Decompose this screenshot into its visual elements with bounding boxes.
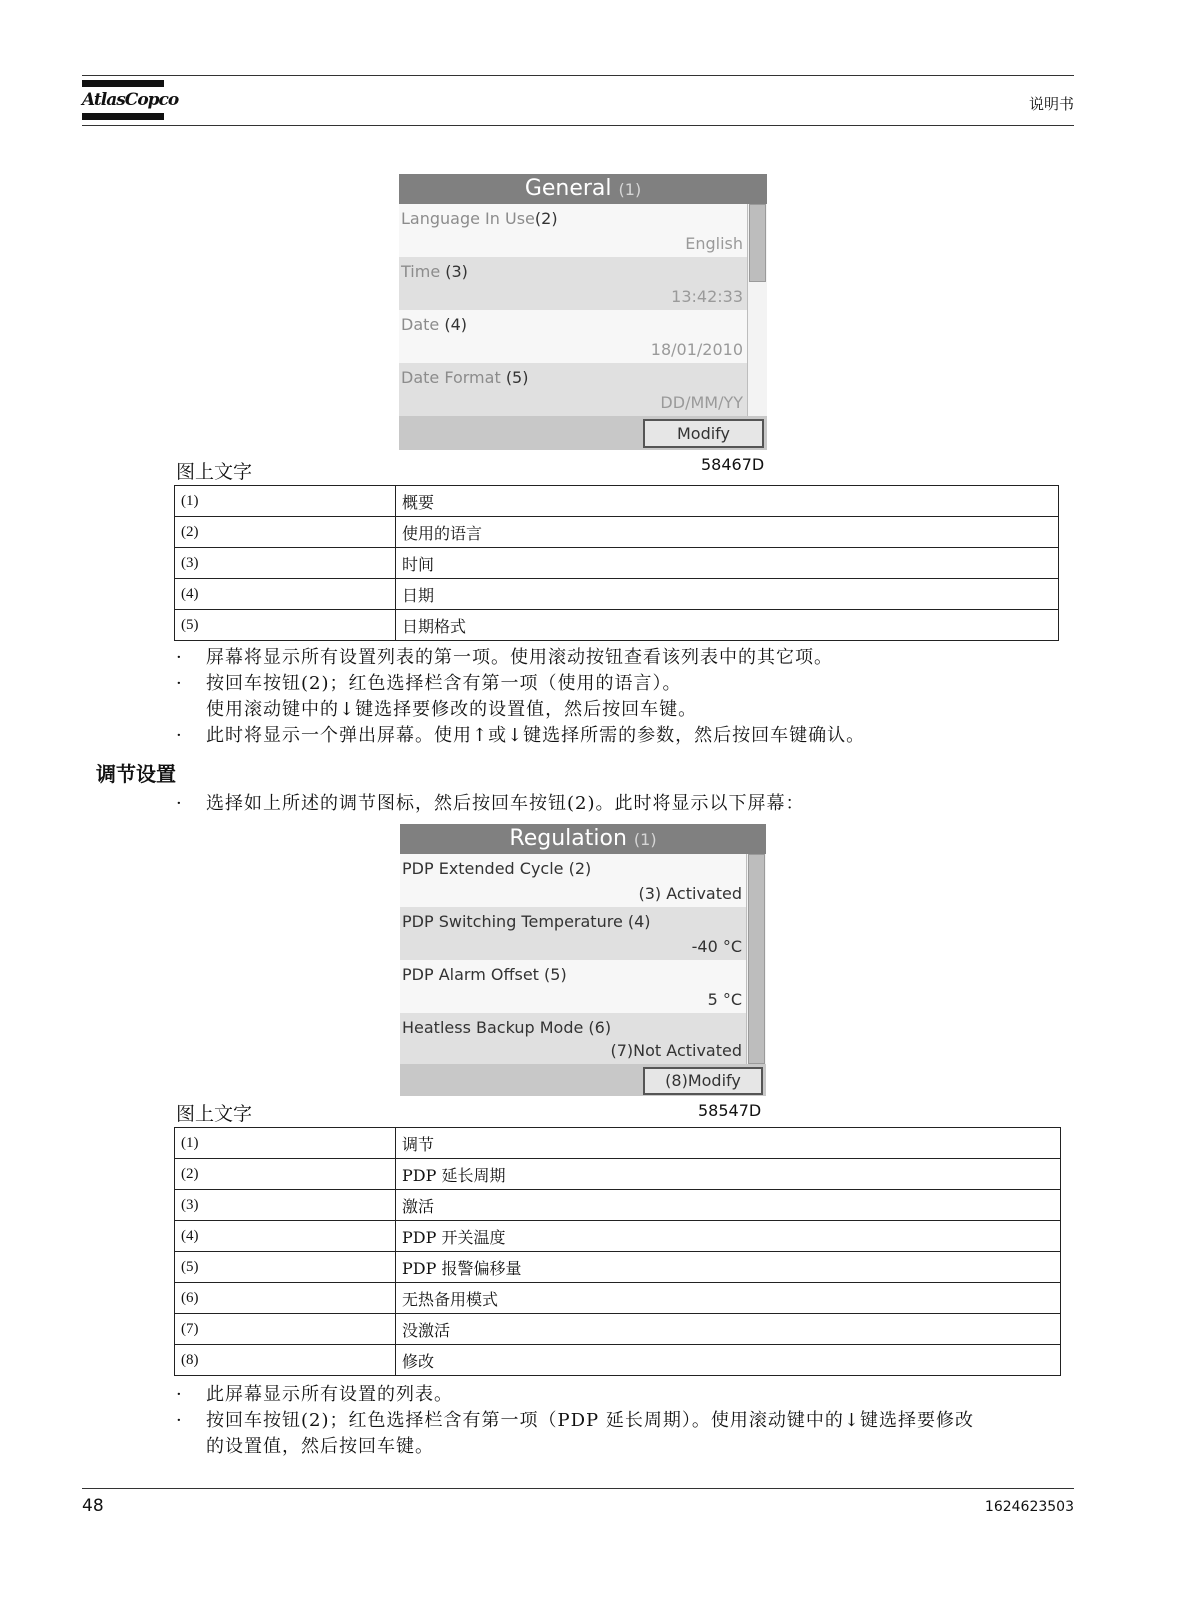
logo-bar-top xyxy=(82,80,164,87)
bullet-text: 的设置值，然后按回车键。 xyxy=(206,1436,434,1457)
legend-table-regulation xyxy=(174,1127,1061,1376)
bullet-marker: · xyxy=(176,793,182,814)
setting-row-pdp-alarm-offset[interactable] xyxy=(400,960,746,1013)
bullet-text: 使用滚动键中的↓键选择要修改的设置值，然后按回车键。 xyxy=(206,699,698,720)
setting-label: Time (3) xyxy=(401,262,468,281)
setting-row-pdp-extended-cycle[interactable] xyxy=(400,854,746,907)
scrollbar-thumb[interactable] xyxy=(748,854,765,1064)
table-row: (5) 日期格式 xyxy=(175,610,1059,641)
atlas-copco-logo: AtlasCopco xyxy=(82,90,179,110)
table-row: (2) PDP 延长周期 xyxy=(175,1159,1061,1190)
modify-button[interactable]: (8)Modify xyxy=(643,1067,763,1095)
table-row: (4) 日期 xyxy=(175,579,1059,610)
table-row: (1) 调节 xyxy=(175,1128,1061,1159)
setting-row-pdp-switching-temperature[interactable] xyxy=(400,907,746,960)
table-row: (2) 使用的语言 xyxy=(175,517,1059,548)
bullet-text: 按回车按钮(2)；红色选择栏含有第一项（使用的语言）。 xyxy=(206,673,682,694)
legend-table-general xyxy=(174,485,1059,641)
scrollbar-thumb[interactable] xyxy=(749,204,766,282)
setting-value: 13:42:33 xyxy=(671,287,743,306)
bullet-text: 选择如上所述的调节图标，然后按回车按钮(2)。此时将显示以下屏幕： xyxy=(206,793,805,814)
setting-label: PDP Extended Cycle (2) xyxy=(402,859,592,878)
bullet-text: 此时将显示一个弹出屏幕。使用↑或↓键选择所需的参数，然后按回车键确认。 xyxy=(206,725,866,746)
setting-value: -40 °C xyxy=(691,937,742,956)
setting-label: Date Format (5) xyxy=(401,368,529,387)
table-row: (4) PDP 开关温度 xyxy=(175,1221,1061,1252)
table-row: (3) 时间 xyxy=(175,548,1059,579)
bullet-marker: · xyxy=(176,1410,182,1431)
setting-value: 5 °C xyxy=(707,990,742,1009)
setting-label: PDP Alarm Offset (5) xyxy=(402,965,567,984)
table-row: (6) 无热备用模式 xyxy=(175,1283,1061,1314)
figure-id: 58467D xyxy=(701,455,765,474)
bullet-text: 屏幕将显示所有设置列表的第一项。使用滚动按钮查看该列表中的其它项。 xyxy=(206,647,833,668)
table-row: (1) 概要 xyxy=(175,486,1059,517)
figure-caption: 图上文字 xyxy=(176,1103,253,1125)
header-top-rule xyxy=(82,75,1074,76)
page-number: 48 xyxy=(82,1496,104,1516)
setting-row-date[interactable] xyxy=(399,310,747,363)
setting-label: Heatless Backup Mode (6) xyxy=(402,1018,612,1037)
setting-row-time[interactable] xyxy=(399,257,747,310)
footer-rule xyxy=(82,1488,1074,1489)
setting-value: 18/01/2010 xyxy=(650,340,743,359)
bullet-marker: · xyxy=(176,647,182,668)
bullet-marker: · xyxy=(176,1384,182,1405)
setting-label: Date (4) xyxy=(401,315,468,334)
document-title: 说明书 xyxy=(1028,95,1074,113)
table-row: (8) 修改 xyxy=(175,1345,1061,1376)
setting-value: DD/MM/YY xyxy=(660,393,743,412)
setting-label: Language In Use(2) xyxy=(401,209,558,228)
bullet-marker: · xyxy=(176,673,182,694)
scrollbar[interactable] xyxy=(746,854,766,1064)
setting-value: (7)Not Activated xyxy=(610,1041,742,1060)
regulation-bottom-bar xyxy=(400,1064,766,1096)
general-screen-title: General (1) xyxy=(399,174,767,204)
setting-row-date-format[interactable] xyxy=(399,363,747,416)
modify-button[interactable]: Modify xyxy=(643,419,764,448)
table-row: (5) PDP 报警偏移量 xyxy=(175,1252,1061,1283)
header-bottom-rule xyxy=(82,125,1074,126)
logo-bar-bottom xyxy=(82,113,164,120)
section-heading: 调节设置 xyxy=(96,762,176,786)
scrollbar[interactable] xyxy=(747,204,767,416)
table-row: (3) 激活 xyxy=(175,1190,1061,1221)
setting-row-language[interactable] xyxy=(399,204,747,257)
regulation-screen xyxy=(400,824,766,1096)
figure-caption: 图上文字 xyxy=(176,461,253,483)
bullet-text: 此屏幕显示所有设置的列表。 xyxy=(206,1384,453,1405)
document-number: 1624623503 xyxy=(984,1499,1074,1515)
table-row: (7) 没激活 xyxy=(175,1314,1061,1345)
setting-value: (3) Activated xyxy=(638,884,742,903)
general-bottom-bar xyxy=(399,416,767,450)
setting-row-heatless-backup-mode[interactable] xyxy=(400,1013,746,1064)
figure-id: 58547D xyxy=(698,1101,762,1120)
general-screen xyxy=(399,174,767,450)
bullet-marker: · xyxy=(176,725,182,746)
bullet-text: 按回车按钮(2)；红色选择栏含有第一项（PDP 延长周期）。使用滚动键中的↓键选择要修改 xyxy=(206,1410,974,1431)
setting-label: PDP Switching Temperature (4) xyxy=(402,912,651,931)
setting-value: English xyxy=(685,234,743,253)
regulation-screen-title: Regulation (1) xyxy=(400,824,766,854)
